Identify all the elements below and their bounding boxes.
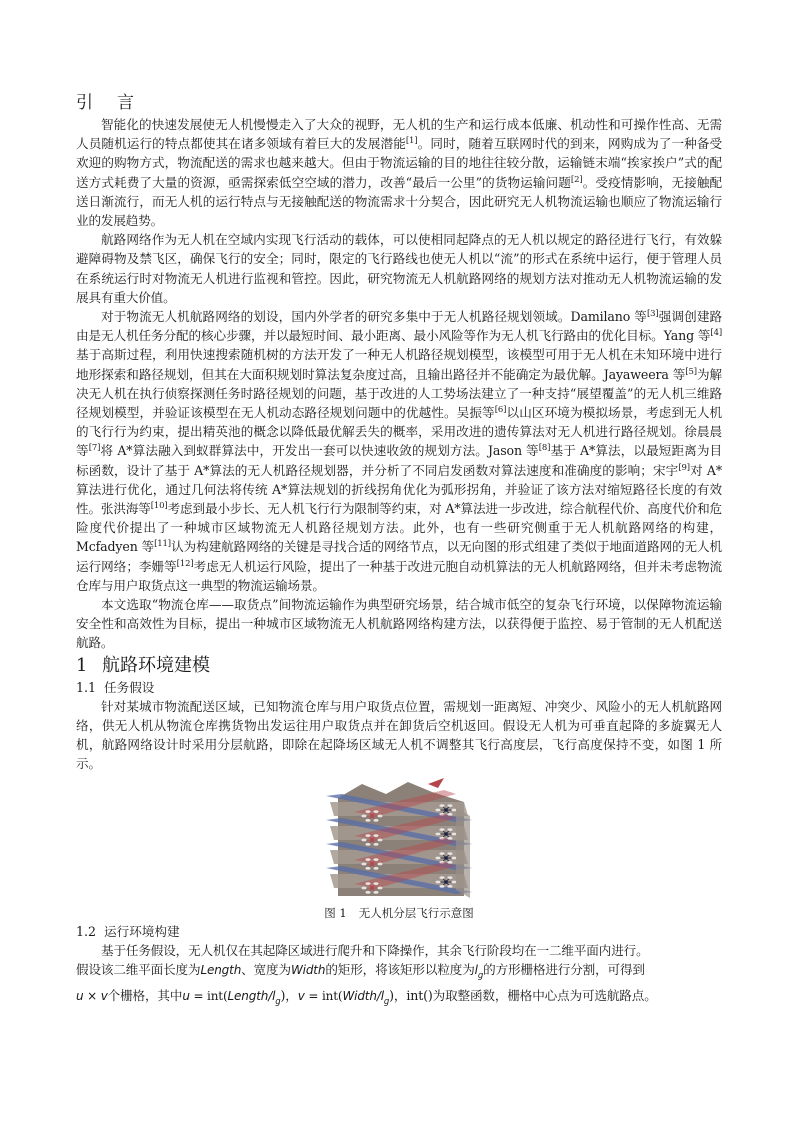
intro-paragraph-2: 航路网络作为无人机在空域内实现飞行活动的载体，可以使相同起降点的无人机以规定的路径进行飞行，有效躲避障碍物及禁飞区，确保飞行的安全；同时，限定的飞行路线也使无人机以“流”的形式在系统中运行，便于管理人员在系统运行时对物流无人机进行监视和管控。因此，研究物流无人机航路网络的规划方法对推动无人机物流运输的发展具有重大价值。	[76, 232, 722, 305]
text-run: 的矩形，将该矩形以粒度为	[325, 961, 475, 977]
section-1-heading	[76, 654, 722, 678]
text-run: 基于 A*算法，以最短距离为目标函数，设计了基于 A*算法的无人机路径规划器，并分析了不同启发函数对算法速度和准确度的影响；宋宇	[76, 443, 722, 478]
text-run: 对 A*算法进行优化，通过几何法将传统 A*算法规划的折线拐角优化为弧形拐角，并验证了该方法对缩短路径长度的有效性。张洪海等	[76, 462, 722, 517]
math-width: Width	[342, 988, 377, 1003]
drone-rotor	[377, 814, 382, 817]
figure-caption	[76, 904, 722, 922]
subsection-1-2-paragraph-1: 基于任务假设，无人机仅在其起降区域进行爬升和下降操作，其余飞行阶段均在一二维平面内进行。	[101, 942, 649, 958]
drone-rotor	[435, 856, 440, 859]
drone-rotor	[435, 832, 440, 835]
text-run: 。同时，随着互联网时代的到来，网购成为了一种备受欢迎的购物方式，物流配送的需求也越来越大。但由于物流运输的目的地往往较分散，运输链末端“挨家挨户”式的配送方式耗费了大量的资源，亟需探索低空空域的潜力，改善“最后一公里”的货物运输问题	[76, 136, 722, 190]
drone-rotor	[447, 852, 452, 855]
text-run: 以山区环境为模拟场景，考虑到无人机的飞行行为约束，提出精英池的概念以降低最优解丢失的概率，采用改进的遗传算法对无人机进行路径规划。徐晨晨等	[76, 405, 722, 459]
drone-rotor	[373, 858, 378, 861]
drone-rotor	[365, 818, 370, 821]
text-run: 考虑无人机运行风险，提出了一种基于改进元胞自动机算法的无人机航路网络，但并未考虑物流仓库与用户取货点这一典型的物流运输场景。	[76, 558, 722, 593]
citation-ref[interactable]: [2]	[570, 174, 583, 185]
text-run: 将 A*算法融入到蚁群算法中，开发出一套可以快速收敛的规划方法。Jason 等	[100, 443, 539, 459]
subsection-1-2-paragraph-2	[76, 960, 722, 1012]
drone-body	[370, 862, 374, 866]
drone-rotor	[373, 810, 378, 813]
drone-rotor	[373, 818, 378, 821]
text-run: )，	[280, 987, 298, 1003]
drone-rotor	[373, 842, 378, 845]
math-length: Length	[200, 962, 242, 977]
drone-rotor	[361, 838, 366, 841]
drone-rotor	[447, 812, 452, 815]
math-length: Length	[227, 988, 269, 1003]
citation-ref[interactable]: [9]	[678, 462, 690, 473]
drone-rotor	[377, 886, 382, 889]
citation-ref[interactable]: [12]	[176, 558, 194, 569]
drone-rotor	[373, 834, 378, 837]
text-run: 个栅格，其中	[107, 987, 183, 1003]
drone-rotor	[361, 886, 366, 889]
math-slash-l: /l	[376, 988, 384, 1003]
math-u: u	[182, 988, 190, 1003]
drone-rotor	[361, 814, 366, 817]
intro-paragraph-1	[76, 115, 722, 230]
subsection-1-1-paragraph: 针对某城市物流配送区域，已知物流仓库与用户取货点位置，需规划一距离短、冲突少、风险小的无人机航路网络，供无人机从物流仓库携货物出发运往用户取货点并在卸货后空机返回。假设无人机为可垂直起降的多旋翼无人机，航路网络设计时采用分层航路，即除在起降场区域无人机不调整其飞行高度层，飞行高度保持不变，如图 1 所示。	[76, 698, 722, 772]
intro-heading-char-1: 引	[76, 93, 93, 113]
text-run: int()为取整函数，栅格中心点为可选航路点。	[406, 987, 657, 1003]
drone-body	[444, 832, 448, 836]
building-wall	[456, 808, 470, 898]
math-width: Width	[290, 962, 326, 977]
subsection-title: 运行环境构建	[104, 923, 180, 939]
drone-rotor	[365, 842, 370, 845]
citation-ref[interactable]: [4]	[710, 328, 722, 339]
text-run: 认为构建航路网络的关键是寻找合适的网络节点，以无向图的形式组建了类似于地面道路网的无人机运行网络；李姗等	[76, 539, 722, 574]
subsection-number: 1.1	[76, 679, 97, 695]
text-run: 智能化的快速发展使无人机慢慢走入了大众的视野，无人机的生产和运行成本低廉、机动性和可操作性高、无需人员随机运行的特点都使其在诸多领域有着巨大的发展潜能	[76, 117, 722, 152]
drone-body	[370, 886, 374, 890]
citation-ref[interactable]: [7]	[88, 443, 101, 454]
subsection-number: 1.2	[76, 923, 97, 939]
intro-paragraph-4: 本文选取“物流仓库——取货点”间物流运输作为典型研究场景，结合城市低空的复杂飞行环境，以保障物流运输安全性和高效性为目标，提出一种城市区域物流无人机航路网络构建方法，以获得便于监控、易于管制的无人机配送航路。	[76, 597, 722, 651]
drone-rotor	[373, 890, 378, 893]
route-arrow-icon	[428, 778, 444, 788]
text-run: 强调创建路由是无人机任务分配的核心步骤，并以最短时间、最小距离、最小风险等作为无人机飞行路由的优化目标。Yang 等	[76, 309, 722, 344]
drone-rotor	[451, 856, 456, 859]
math-subscript-g: g	[383, 996, 390, 1007]
intro-paragraph-3	[76, 307, 722, 595]
drone-rotor	[447, 876, 452, 879]
drone-rotor	[439, 852, 444, 855]
figure-number: 图 1	[324, 905, 347, 920]
drone-rotor	[361, 862, 366, 865]
drone-body	[444, 880, 448, 884]
subsection-1-1-heading	[76, 678, 722, 697]
drone-rotor	[447, 836, 452, 839]
text-run: 考虑到最小步长、无人机飞行行为限制等约束，对 A*算法进一步改进，综合航程代价、高度代价和危险度代价提出了一种城市区域物流无人机路径规划方法。此外，也有一些研究侧重于无人机航路网络的构建，Mcfadyen 等	[76, 501, 722, 555]
citation-ref[interactable]: [5]	[685, 366, 697, 377]
drone-rotor	[365, 834, 370, 837]
math-uxv: u × v	[76, 988, 108, 1003]
drone-rotor	[365, 890, 370, 893]
drone-rotor	[447, 860, 452, 863]
text-run: 的方形栅格进行分割，可得到	[483, 961, 645, 977]
drone-rotor	[447, 828, 452, 831]
drone-rotor	[377, 862, 382, 865]
citation-ref[interactable]: [10]	[150, 500, 168, 511]
drone-rotor	[439, 828, 444, 831]
figure-caption-text: 无人机分层飞行示意图	[358, 905, 474, 920]
drone-rotor	[435, 880, 440, 883]
drone-body	[370, 838, 374, 842]
citation-ref[interactable]: [6]	[494, 404, 507, 415]
drone-body	[444, 808, 448, 812]
citation-ref[interactable]: [3]	[646, 308, 659, 319]
math-l: l	[474, 962, 478, 977]
math-subscript-g: g	[275, 996, 281, 1007]
text-run: 假设该二维平面长度为	[76, 961, 201, 977]
drone-rotor	[451, 832, 456, 835]
citation-ref[interactable]: [11]	[154, 539, 171, 550]
layered-flight-illustration	[324, 778, 474, 902]
text-run: 为解决无人机在执行侦察探测任务时路径规划的问题，基于改进的人工势场法建立了一种支持“展望覆盖”的无人机三维路径规划模型，并验证该模型在无人机动态路径规划问题中的优越性。吴振等	[76, 366, 723, 421]
drone-rotor	[451, 880, 456, 883]
drone-rotor	[439, 804, 444, 807]
paper-page	[76, 92, 722, 1012]
drone-rotor	[365, 866, 370, 869]
text-run: 对于物流无人机航路网络的划设，国内外学者的研究多集中于无人机路径规划领域。Damilano 等	[101, 309, 647, 325]
drone-rotor	[435, 808, 440, 811]
figure-1	[76, 778, 722, 922]
intro-heading	[76, 92, 722, 114]
subsection-title: 任务假设	[104, 679, 155, 695]
math-int-open: = int(	[304, 988, 343, 1003]
drone-rotor	[373, 882, 378, 885]
section-number: 1	[76, 654, 88, 676]
citation-ref[interactable]: [1]	[405, 136, 418, 147]
math-slash-l: /l	[268, 988, 276, 1003]
drone-rotor	[365, 810, 370, 813]
math-subscript-g: g	[477, 970, 484, 981]
text-run: 、宽度为	[241, 961, 291, 977]
text-run: )，	[389, 987, 407, 1003]
drone-rotor	[447, 804, 452, 807]
citation-ref[interactable]: [8]	[538, 443, 551, 454]
drone-body	[444, 856, 448, 860]
text-run: 基于高斯过程，利用快速搜索随机树的方法开发了一种无人机路径规划模型，该模型可用于无人机在未知环境中进行地形探索和路径规划，但其在大面积规划时算法复杂度过高，且输出路径并不能确定为最优解。Jayaweera 等	[76, 347, 722, 382]
math-v: v	[297, 988, 305, 1003]
subsection-1-2-heading	[76, 922, 722, 941]
drone-rotor	[373, 866, 378, 869]
drone-rotor	[377, 838, 382, 841]
drone-rotor	[447, 884, 452, 887]
drone-rotor	[365, 882, 370, 885]
drone-rotor	[451, 808, 456, 811]
drone-rotor	[439, 876, 444, 879]
section-title: 航路环境建模	[102, 654, 210, 676]
drone-rotor	[365, 858, 370, 861]
intro-heading-char-2: 言	[117, 93, 134, 113]
text-run: 。受疫情影响，无接触配送日渐流行，而无人机的运行特点与无接触配送的物流需求十分契合，因此研究无人机物流运输也顺应了物流运输行业的发展趋势。	[76, 174, 722, 229]
math-int-open: = int(	[189, 988, 228, 1003]
drone-body	[370, 814, 374, 818]
drone-rotor	[439, 884, 444, 887]
